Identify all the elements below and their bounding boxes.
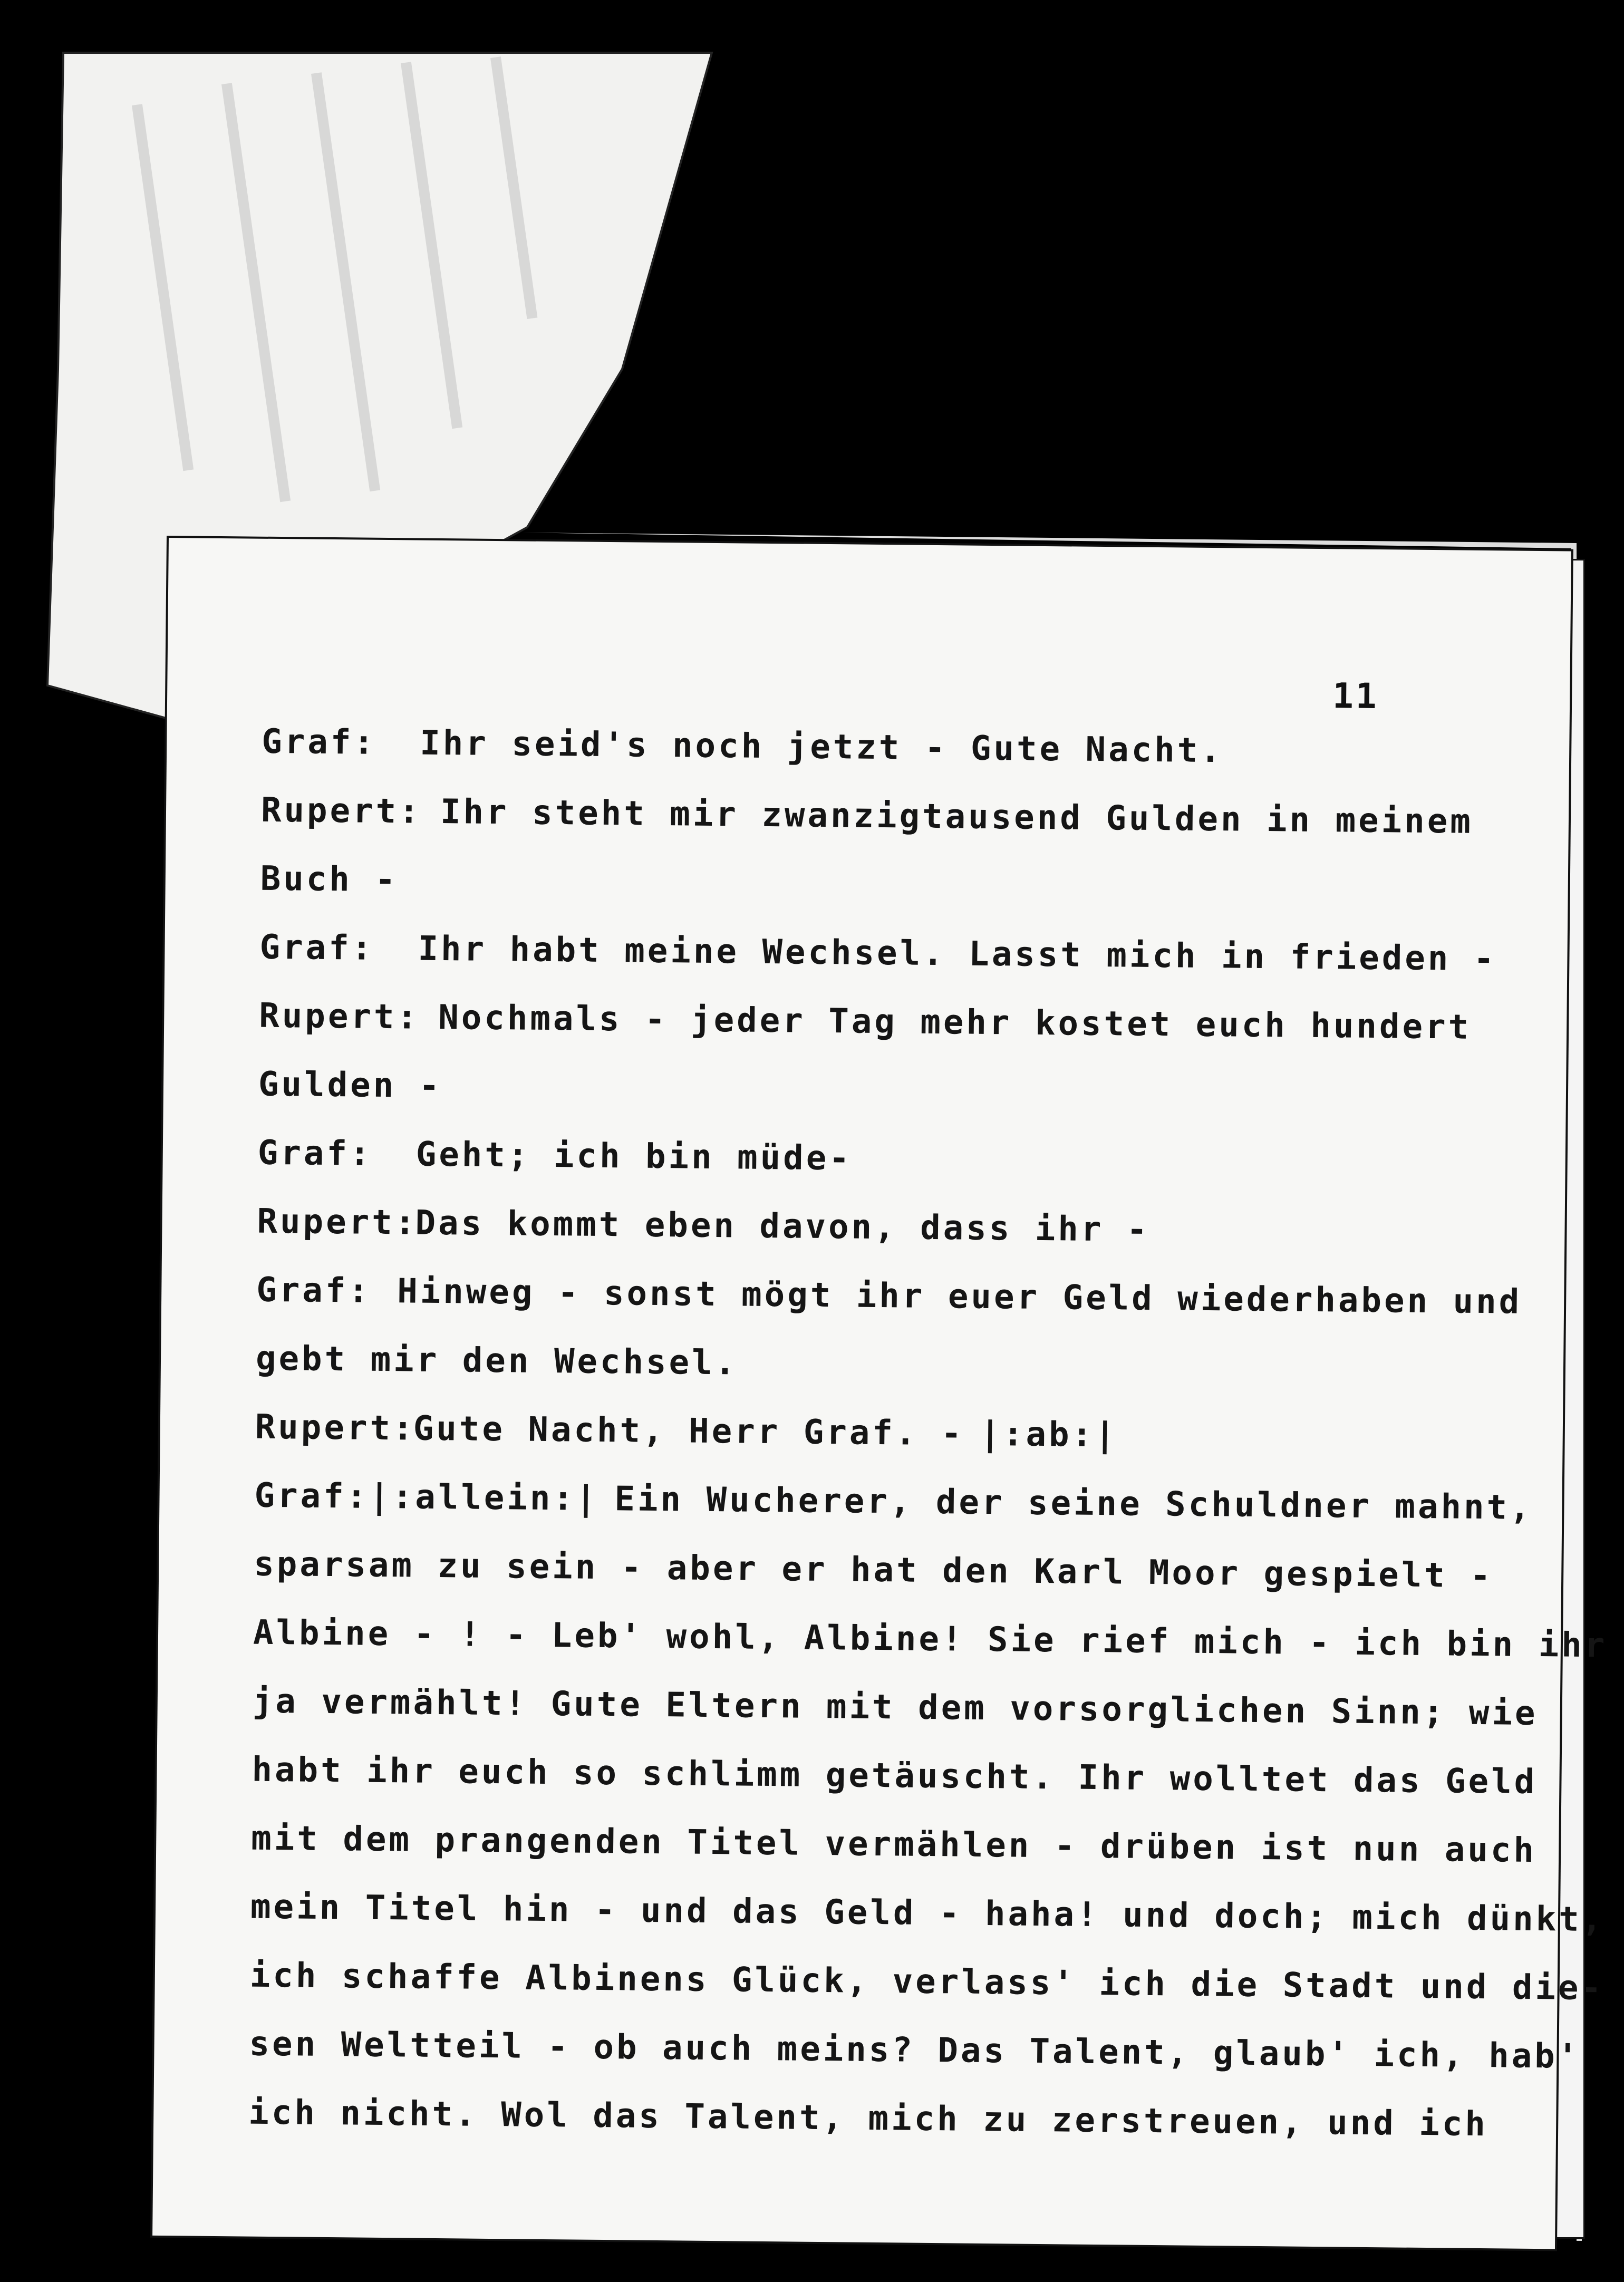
speech-text: Gute Nacht, Herr Graf. -	[413, 1409, 964, 1454]
script-line	[249, 1941, 1604, 2022]
speech-text: Geht; ich bin müde-	[415, 1135, 853, 1178]
stage-direction: |:ab:|	[980, 1414, 1118, 1455]
speaker-label: Graf:	[257, 1133, 373, 1174]
script-text	[248, 708, 1608, 2159]
speaker-label: Rupert:	[257, 1202, 418, 1243]
script-line	[259, 982, 1525, 1062]
script-line	[260, 776, 1526, 857]
speech-text: mein Titel hin - und das Geld - haha! und doch; mich dünkt,	[250, 1887, 1605, 1940]
speech-text: Gulden -	[258, 1065, 442, 1106]
speaker-label: Rupert:	[260, 790, 422, 831]
script-line	[262, 708, 1528, 788]
speech-text: ich nicht. Wol das Talent, mich zu zerstreuen, und ich	[248, 2093, 1488, 2144]
script-line	[254, 1462, 1533, 1542]
speech-text: Buch -	[260, 859, 399, 900]
typed-page	[152, 538, 1608, 2249]
speech-text: Ihr seid's noch jetzt - Gute Nacht.	[419, 723, 1224, 771]
script-line	[254, 1530, 1520, 1611]
speech-text: mit dem prangenden Titel vermählen - drüben ist nun auch	[250, 1819, 1537, 1871]
speaker-label: Graf:	[259, 927, 375, 968]
speech-text: gebt mir den Wechsel.	[255, 1339, 738, 1383]
script-line	[256, 1256, 1522, 1337]
speaker-label: Graf:	[256, 1270, 372, 1311]
speech-text: Das kommt eben davon, dass ihr -	[415, 1203, 1150, 1250]
script-line	[250, 1804, 1537, 1885]
speech-text: Nochmals - jeder Tag mehr kostet euch hundert	[438, 998, 1472, 1047]
script-line	[250, 1873, 1605, 1954]
speech-text: sen Weltteil - ob auch meins? Das Talent, glaub' ich, hab'	[249, 2024, 1581, 2076]
script-line	[252, 1667, 1538, 1748]
script-line	[260, 845, 1526, 925]
script-line	[258, 1050, 1524, 1131]
speech-text: Ihr steht mir zwanzigtausend Gulden in meinem	[440, 792, 1474, 842]
speaker-label: Graf:	[254, 1476, 370, 1516]
speech-text: Ihr habt meine Wechsel. Lasst mich in frieden -	[418, 929, 1497, 979]
script-line	[249, 2010, 1581, 2091]
script-line	[257, 1119, 1523, 1200]
script-line	[259, 913, 1525, 994]
script-line	[248, 2078, 1514, 2159]
speaker-label: Rupert:	[255, 1407, 416, 1448]
script-line	[255, 1324, 1521, 1405]
script-line	[253, 1599, 1608, 1679]
speech-text: Ein Wucherer, der seine Schuldner mahnt,	[614, 1480, 1533, 1527]
speech-text: sparsam zu sein - aber er hat den Karl Moor gespielt -	[253, 1544, 1494, 1596]
script-line	[257, 1187, 1523, 1268]
speech-text: ja vermählt! Gute Eltern mit dem vorsorglichen Sinn; wie	[252, 1681, 1538, 1734]
stage-direction: |:allein:|	[369, 1477, 599, 1519]
speech-text: Hinweg - sonst mögt ihr euer Geld wiederhaben und	[397, 1272, 1522, 1322]
speaker-label: Graf:	[261, 722, 377, 762]
script-line	[255, 1393, 1521, 1474]
speaker-label: Rupert:	[258, 996, 420, 1037]
speech-text: habt ihr euch so schlimm getäuscht. Ihr wolltet das Geld	[252, 1750, 1538, 1802]
speech-text: ich schaffe Albinens Glück, verlass' ich die Stadt und die-	[249, 1956, 1604, 2008]
script-line	[252, 1736, 1538, 1816]
speech-text: Albine - ! - Leb' wohl, Albine! Sie rief mich - ich bin ihr	[253, 1613, 1608, 1666]
page-number: 11	[1332, 675, 1379, 717]
